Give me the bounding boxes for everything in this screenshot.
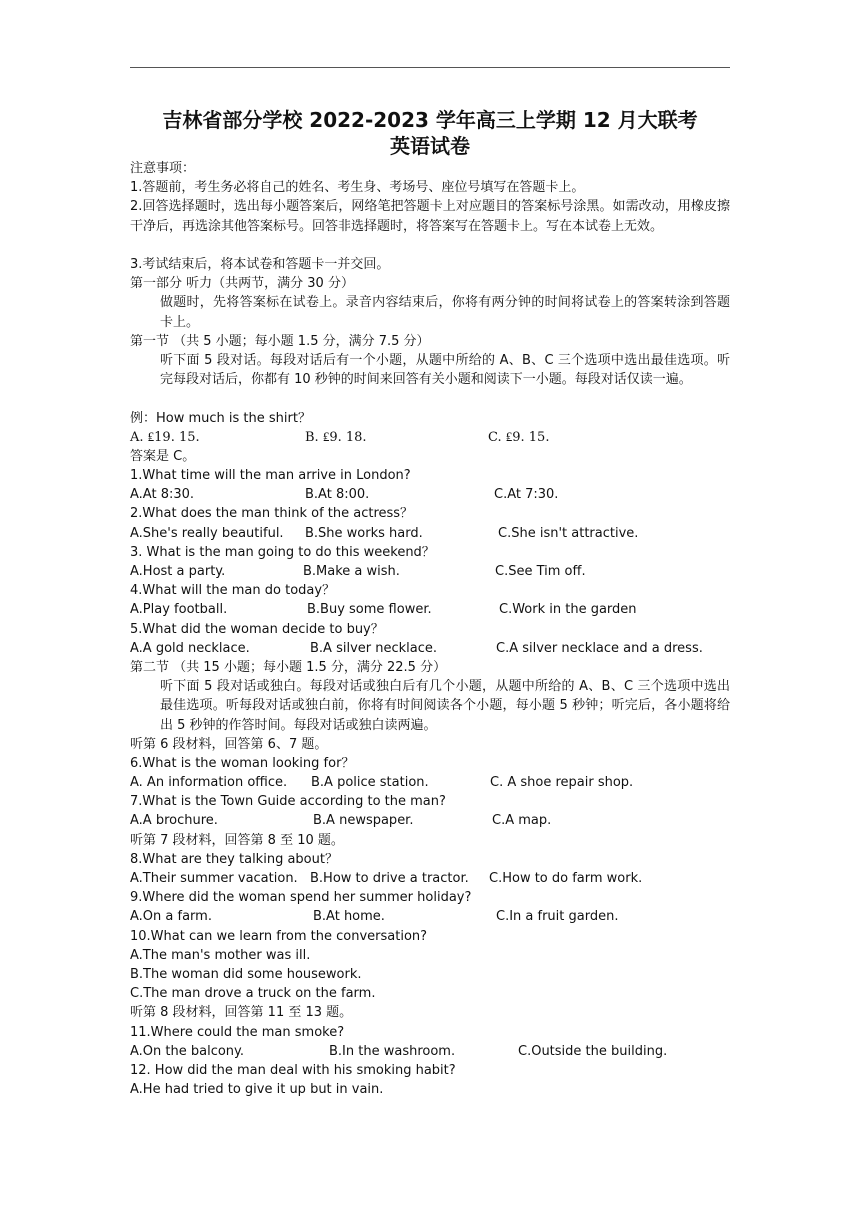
exam-body xyxy=(130,159,730,1099)
option-c: C.A map. xyxy=(492,813,552,829)
option-c: C.Outside the building. xyxy=(518,1043,668,1059)
question-5-options xyxy=(130,639,730,658)
question-11-options xyxy=(130,1042,730,1061)
option-b: B.Make a wish. xyxy=(303,564,400,580)
section2-instruction: 听下面 5 段对话或独白。每段对话或独白后有几个小题，从题中所给的 A、B、C 三个选项中选出最佳选项。听每段对话或独白前，你将有时间阅读各个小题，每小题 5 秒钟；听完后，各小题将给出 5 秒钟的作答时间。每段对话或独白读两遍。 xyxy=(160,679,730,733)
part1-heading: 第一部分 听力（共两节，满分 30 分） xyxy=(130,276,354,292)
option-b: B.A newspaper. xyxy=(313,813,414,829)
option-b: B.In the washroom. xyxy=(329,1043,456,1059)
question-8: 8.What are they talking about？ xyxy=(130,851,338,867)
question-7: 7.What is the Town Guide according to the man? xyxy=(130,794,446,810)
option-a: A.Play football. xyxy=(130,602,228,618)
question-1-options xyxy=(130,485,730,504)
question-3: 3. What is the man going to do this weekend？ xyxy=(130,544,435,560)
option-c: C.How to do farm work. xyxy=(489,871,643,887)
example-option-b: B. ₤9. 18. xyxy=(305,429,367,445)
question-12-option-a: A.He had tried to give it up but in vain. xyxy=(130,1082,384,1098)
option-c: C.In a fruit garden. xyxy=(496,909,619,925)
material-8-note: 听第 8 段材料，回答第 11 至 13 题。 xyxy=(130,1005,353,1021)
option-a: A.Their summer vacation. xyxy=(130,871,298,887)
question-10-option-b: B.The woman did some housework. xyxy=(130,966,362,982)
material-6-note: 听第 6 段材料，回答第 6、7 题。 xyxy=(130,736,328,752)
option-b: B.At 8:00. xyxy=(305,487,370,503)
note-3: 3.考试结束后，将本试卷和答题卡一并交回。 xyxy=(130,256,390,272)
option-c: C.See Tim off. xyxy=(495,564,586,580)
header-rule xyxy=(130,67,730,68)
option-c: C.A silver necklace and a dress. xyxy=(496,640,703,656)
section1-heading: 第一节 （共 5 小题；每小题 1.5 分，满分 7.5 分） xyxy=(130,333,430,349)
question-2-options xyxy=(130,524,730,543)
example-option-a: A. ₤19. 15. xyxy=(130,429,200,445)
option-a: A.A gold necklace. xyxy=(130,640,250,656)
option-b: B.She works hard. xyxy=(305,525,423,541)
notes-heading: 注意事项： xyxy=(130,161,196,176)
part1-instruction: 做题时，先将答案标在试卷上。录音内容结束后，你将有两分钟的时间将试卷上的答案转涂到答题卡上。 xyxy=(160,295,730,330)
question-12: 12. How did the man deal with his smoking habit? xyxy=(130,1062,456,1078)
question-5: 5.What did the woman decide to buy？ xyxy=(130,621,384,637)
option-b: B.Buy some flower. xyxy=(307,602,432,618)
note-2: 2.回答选择题时，选出每小题答案后，网络笔把答题卡上对应题目的答案标号涂黑。如需改动，用橡皮擦干净后，再选涂其他答案标号。回答非选择题时，将答案写在答题卡上。写在本试卷上无效。 xyxy=(130,199,730,234)
option-c: C.She isn't attractive. xyxy=(498,525,639,541)
option-a: A.She's really beautiful. xyxy=(130,525,284,541)
option-b: B.A police station. xyxy=(311,775,429,791)
example-option-c: C. ₤9. 15. xyxy=(488,429,550,445)
material-7-note: 听第 7 段材料，回答第 8 至 10 题。 xyxy=(130,832,344,848)
question-4: 4.What will the man do today？ xyxy=(130,583,336,599)
option-c: C. A shoe repair shop. xyxy=(490,775,634,791)
option-b: B.How to drive a tractor. xyxy=(310,871,469,887)
example-question: 例：How much is the shirt？ xyxy=(130,410,311,426)
question-3-options xyxy=(130,562,730,581)
question-6: 6.What is the woman looking for？ xyxy=(130,755,355,771)
question-8-options xyxy=(130,869,730,888)
note-1: 1.答题前，考生务必将自己的姓名、考生身、考场号、座位号填写在答题卡上。 xyxy=(130,180,585,196)
option-c: C.At 7:30. xyxy=(494,487,559,503)
option-a: A.On the balcony. xyxy=(130,1043,245,1059)
option-b: B.At home. xyxy=(313,909,385,925)
option-a: A. An information office. xyxy=(130,775,288,791)
question-2: 2.What does the man think of the actress？ xyxy=(130,506,414,522)
option-a: A.At 8:30. xyxy=(130,487,195,503)
section1-instruction: 听下面 5 段对话。每段对话后有一个小题，从题中所给的 A、B、C 三个选项中选出最佳选项。听完每段对话后，你都有 10 秒钟的时间来回答有关小题和阅读下一小题。每段对话仅读一遍。 xyxy=(160,352,730,388)
option-a: A.Host a party. xyxy=(130,564,226,580)
question-11: 11.Where could the man smoke? xyxy=(130,1024,345,1040)
question-10-option-a: A.The man's mother was ill. xyxy=(130,947,311,963)
question-6-options xyxy=(130,773,730,792)
option-b: B.A silver necklace. xyxy=(310,640,438,656)
example-options xyxy=(130,428,730,447)
option-c: C.Work in the garden xyxy=(499,602,637,618)
question-4-options xyxy=(130,600,730,619)
section2-heading: 第二节 （共 15 小题；每小题 1.5 分，满分 22.5 分） xyxy=(130,659,447,675)
question-10-option-c: C.The man drove a truck on the farm. xyxy=(130,986,376,1002)
question-10: 10.What can we learn from the conversation? xyxy=(130,928,428,944)
option-a: A.A brochure. xyxy=(130,813,218,829)
exam-subtitle: 英语试卷 xyxy=(390,134,470,158)
question-1: 1.What time will the man arrive in London? xyxy=(130,468,411,484)
question-9-options xyxy=(130,907,730,926)
example-answer: 答案是 C。 xyxy=(130,448,196,464)
option-a: A.On a farm. xyxy=(130,909,212,925)
exam-title: 吉林省部分学校 2022-2023 学年高三上学期 12 月大联考 xyxy=(162,108,698,132)
question-9: 9.Where did the woman spend her summer holiday? xyxy=(130,890,472,906)
question-7-options xyxy=(130,811,730,830)
